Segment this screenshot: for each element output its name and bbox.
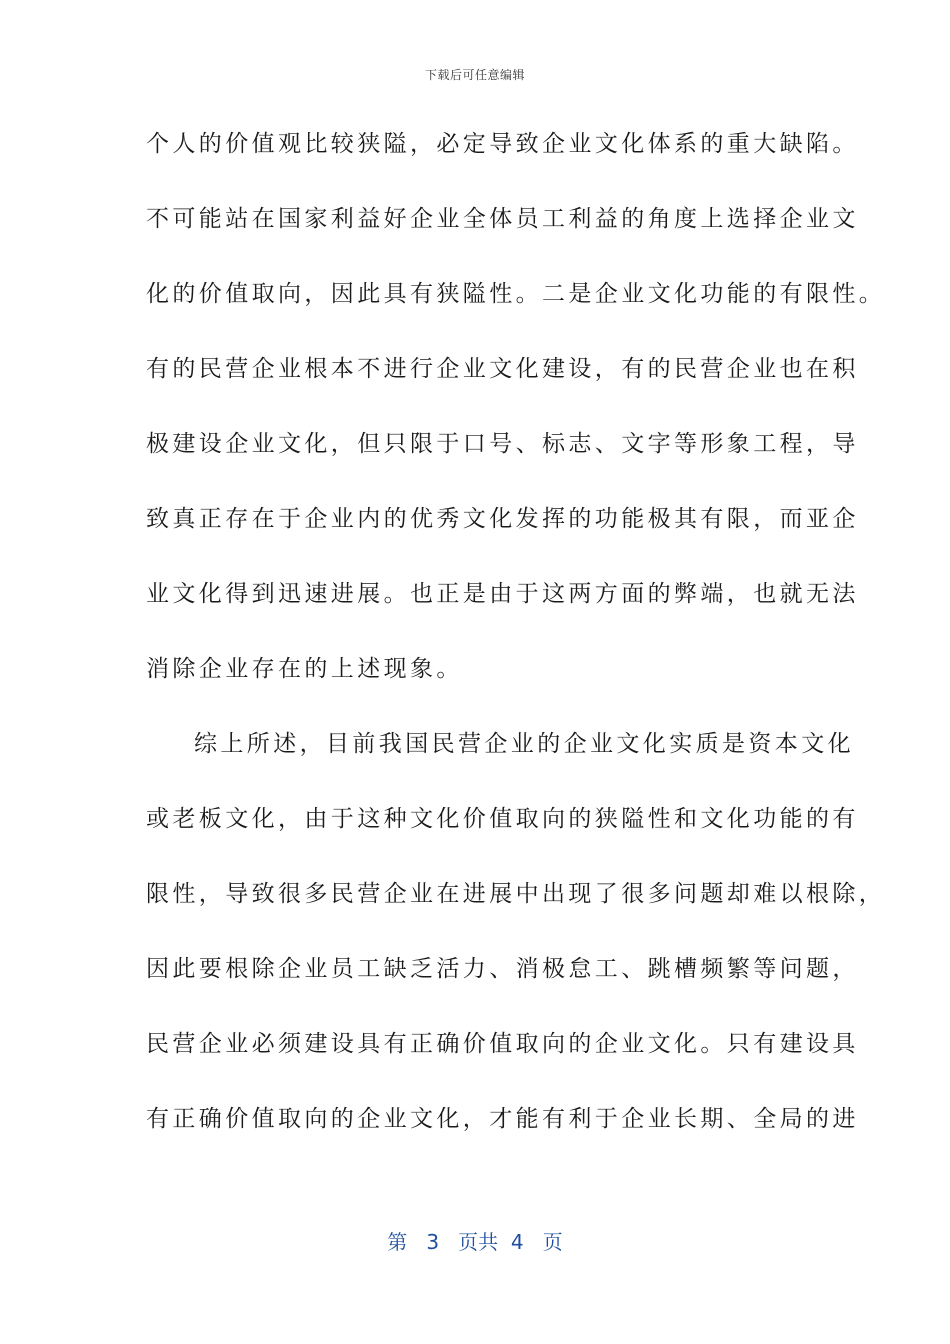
text-line: 有的民营企业根本不进行企业文化建设，有的民营企业也在积 (146, 356, 859, 382)
paragraph-start-line: 综上所述，目前我国民营企业的企业文化实质是资本文化 (194, 731, 854, 757)
page-footer (0, 1226, 950, 1255)
document-body (146, 118, 886, 1168)
text-line: 个人的价值观比较狭隘，必定导致企业文化体系的重大缺陷。 (146, 131, 859, 157)
total-pages-number: 4 (510, 1230, 524, 1254)
text-line: 或老板文化，由于这种文化价值取向的狭隘性和文化功能的有 (146, 806, 859, 832)
text-line: 因此要根除企业员工缺乏活力、消极怠工、跳槽频繁等问题， (146, 956, 859, 982)
text-line: 有正确价值取向的企业文化，才能有利于企业长期、全局的进 (146, 1106, 859, 1132)
current-page-number: 3 (426, 1230, 440, 1254)
text-line: 限性，导致很多民营企业在进展中出现了很多问题却难以根除， (146, 881, 886, 907)
footer-prefix: 第 (387, 1230, 408, 1254)
footer-suffix: 页 (542, 1230, 563, 1254)
text-line: 消除企业存在的上述现象。 (146, 656, 463, 682)
footer-middle: 页共 (458, 1230, 499, 1254)
text-line: 致真正存在于企业内的优秀文化发挥的功能极其有限，而亚企 (146, 506, 859, 532)
text-line: 化的价值取向，因此具有狭隘性。二是企业文化功能的有限性。 (146, 281, 886, 307)
text-line: 极建设企业文化，但只限于口号、标志、文字等形象工程，导 (146, 431, 859, 457)
page-header: 下载后可任意编辑 (424, 68, 525, 82)
text-line: 业文化得到迅速进展。也正是由于这两方面的弊端，也就无法 (146, 581, 859, 607)
text-line: 民营企业必须建设具有正确价值取向的企业文化。只有建设具 (146, 1031, 859, 1057)
text-line: 不可能站在国家利益好企业全体员工利益的角度上选择企业文 (146, 206, 859, 232)
